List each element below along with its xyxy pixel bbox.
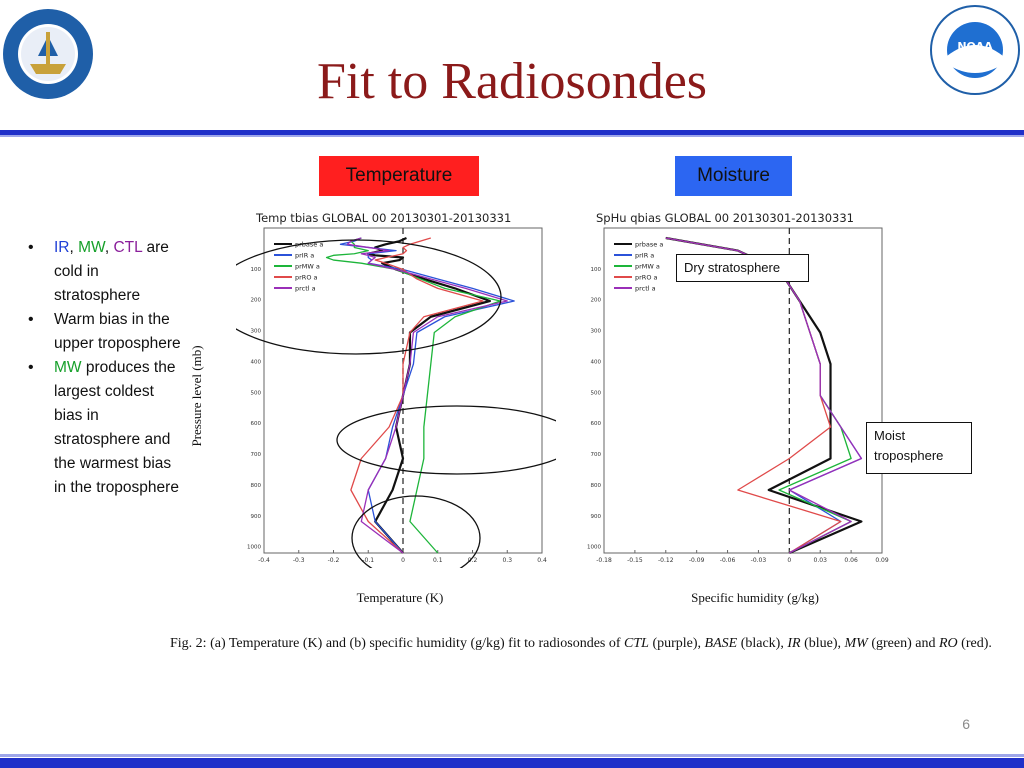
bullet-ir: IR bbox=[54, 239, 70, 256]
x-tick-label: 0.3 bbox=[502, 557, 513, 564]
bullet-list bbox=[22, 236, 182, 500]
legend-label-prRO: prRO a bbox=[635, 273, 658, 282]
x-tick-label: -0.03 bbox=[750, 557, 767, 564]
x-tick-label: -0.06 bbox=[719, 557, 736, 564]
legend-label-prbase: prbase a bbox=[635, 240, 664, 249]
footer-rule bbox=[0, 758, 1024, 768]
x-axis-label-humidity: Specific humidity (g/kg) bbox=[691, 590, 819, 605]
x-tick-label: 0.09 bbox=[875, 557, 889, 564]
legend-label-prIR: prIR a bbox=[295, 251, 315, 260]
caption-ctl: CTL bbox=[624, 636, 649, 651]
caption-text: (purple), bbox=[648, 636, 705, 651]
bullet-ctl: CTL bbox=[113, 239, 143, 256]
temperature-tag: Temperature bbox=[319, 156, 479, 196]
y-tick-label: 100 bbox=[250, 266, 261, 273]
caption-text: (red). bbox=[957, 636, 992, 651]
legend-label-prbase: prbase a bbox=[295, 240, 324, 249]
x-axis-label-temperature: Temperature (K) bbox=[356, 590, 444, 605]
chart-title: SpHu qbias GLOBAL 00 20130301-20130331 bbox=[596, 211, 854, 225]
x-tick-label: 0.06 bbox=[844, 557, 858, 564]
slide-title: Fit to Radiosondes bbox=[316, 53, 708, 110]
y-tick-label: 700 bbox=[590, 452, 601, 459]
dry-stratosphere-note: Dry stratosphere bbox=[676, 254, 809, 282]
caption-ir: IR bbox=[787, 636, 801, 651]
y-tick-label: 800 bbox=[590, 482, 601, 489]
x-tick-label: -0.4 bbox=[258, 557, 270, 564]
y-tick-label: 200 bbox=[250, 297, 261, 304]
caption-ro: RO bbox=[938, 636, 958, 651]
y-tick-label: 500 bbox=[250, 390, 261, 397]
y-axis-label: Pressure level (mb) bbox=[189, 345, 204, 447]
bullet-item bbox=[22, 356, 182, 500]
y-tick-label: 1000 bbox=[587, 544, 601, 551]
caption-text: (green) and bbox=[867, 636, 939, 651]
bullet-sep: , bbox=[69, 239, 79, 256]
x-tick-label: 0.2 bbox=[467, 557, 478, 564]
y-tick-label: 100 bbox=[590, 266, 601, 273]
x-tick-label: -0.3 bbox=[292, 557, 305, 564]
x-tick-label: -0.1 bbox=[362, 557, 375, 564]
caption-text: Fig. 2: (a) Temperature (K) and (b) specific humidity (g/kg) fit to radiosondes of bbox=[170, 636, 625, 651]
caption-text: (blue), bbox=[800, 636, 845, 651]
figure-caption bbox=[170, 634, 1020, 654]
bullet-text: produces the largest coldest bias in stratosphere and the warmest bias in the troposphere bbox=[54, 359, 179, 496]
noaa-logo-text: NOAA bbox=[957, 40, 993, 53]
bullet-mw: MW bbox=[54, 359, 82, 376]
legend-label-prMW: prMW a bbox=[635, 262, 660, 271]
x-tick-label: 0 bbox=[787, 557, 792, 564]
x-tick-label: -0.18 bbox=[596, 557, 612, 564]
y-tick-label: 900 bbox=[250, 513, 261, 520]
x-tick-label: -0.15 bbox=[627, 557, 643, 564]
y-tick-label: 400 bbox=[590, 359, 601, 366]
chart-title: Temp tbias GLOBAL 00 20130301-20130331 bbox=[256, 211, 512, 225]
y-tick-label: 300 bbox=[590, 328, 601, 335]
y-tick-label: 300 bbox=[250, 328, 261, 335]
legend-label-prIR: prIR a bbox=[635, 251, 655, 260]
moist-troposphere-note: Moist troposphere bbox=[866, 422, 972, 474]
y-tick-label: 600 bbox=[250, 421, 261, 428]
bullet-mw: MW bbox=[78, 239, 105, 256]
legend-label-prctl: prctl a bbox=[295, 284, 316, 293]
y-tick-label: 400 bbox=[250, 359, 261, 366]
y-tick-label: 500 bbox=[590, 390, 601, 397]
legend-label-prMW: prMW a bbox=[295, 262, 320, 271]
bullet-text: are cold in stratosphere bbox=[54, 239, 169, 304]
y-tick-label: 600 bbox=[590, 421, 601, 428]
temperature-bias-chart bbox=[236, 208, 556, 568]
x-tick-label: -0.09 bbox=[688, 557, 705, 564]
bullet-item bbox=[22, 236, 182, 308]
y-tick-label: 800 bbox=[250, 482, 261, 489]
bullet-sep: , bbox=[104, 239, 114, 256]
caption-mw: MW bbox=[844, 636, 868, 651]
x-tick-label: 0.4 bbox=[537, 557, 547, 564]
x-tick-label: -0.12 bbox=[658, 557, 674, 564]
caption-text: (black), bbox=[737, 636, 788, 651]
y-tick-label: 700 bbox=[250, 452, 261, 459]
x-tick-label: 0 bbox=[401, 557, 405, 564]
footer-rule-shadow bbox=[0, 754, 1024, 757]
y-tick-label: 900 bbox=[590, 513, 601, 520]
legend-label-prRO: prRO a bbox=[295, 273, 318, 282]
bullet-text: Warm bias in the upper troposphere bbox=[54, 311, 181, 352]
x-tick-label: 0.03 bbox=[813, 557, 827, 564]
bullet-item bbox=[22, 308, 182, 356]
x-tick-label: 0.1 bbox=[432, 557, 443, 564]
moisture-tag: Moisture bbox=[675, 156, 792, 196]
y-tick-label: 200 bbox=[590, 297, 601, 304]
header-rule-shadow bbox=[0, 135, 1024, 137]
page-number: 6 bbox=[962, 716, 970, 732]
legend-label-prctl: prctl a bbox=[635, 284, 656, 293]
caption-base: BASE bbox=[704, 636, 738, 651]
y-tick-label: 1000 bbox=[247, 544, 261, 551]
x-tick-label: -0.2 bbox=[327, 557, 340, 564]
